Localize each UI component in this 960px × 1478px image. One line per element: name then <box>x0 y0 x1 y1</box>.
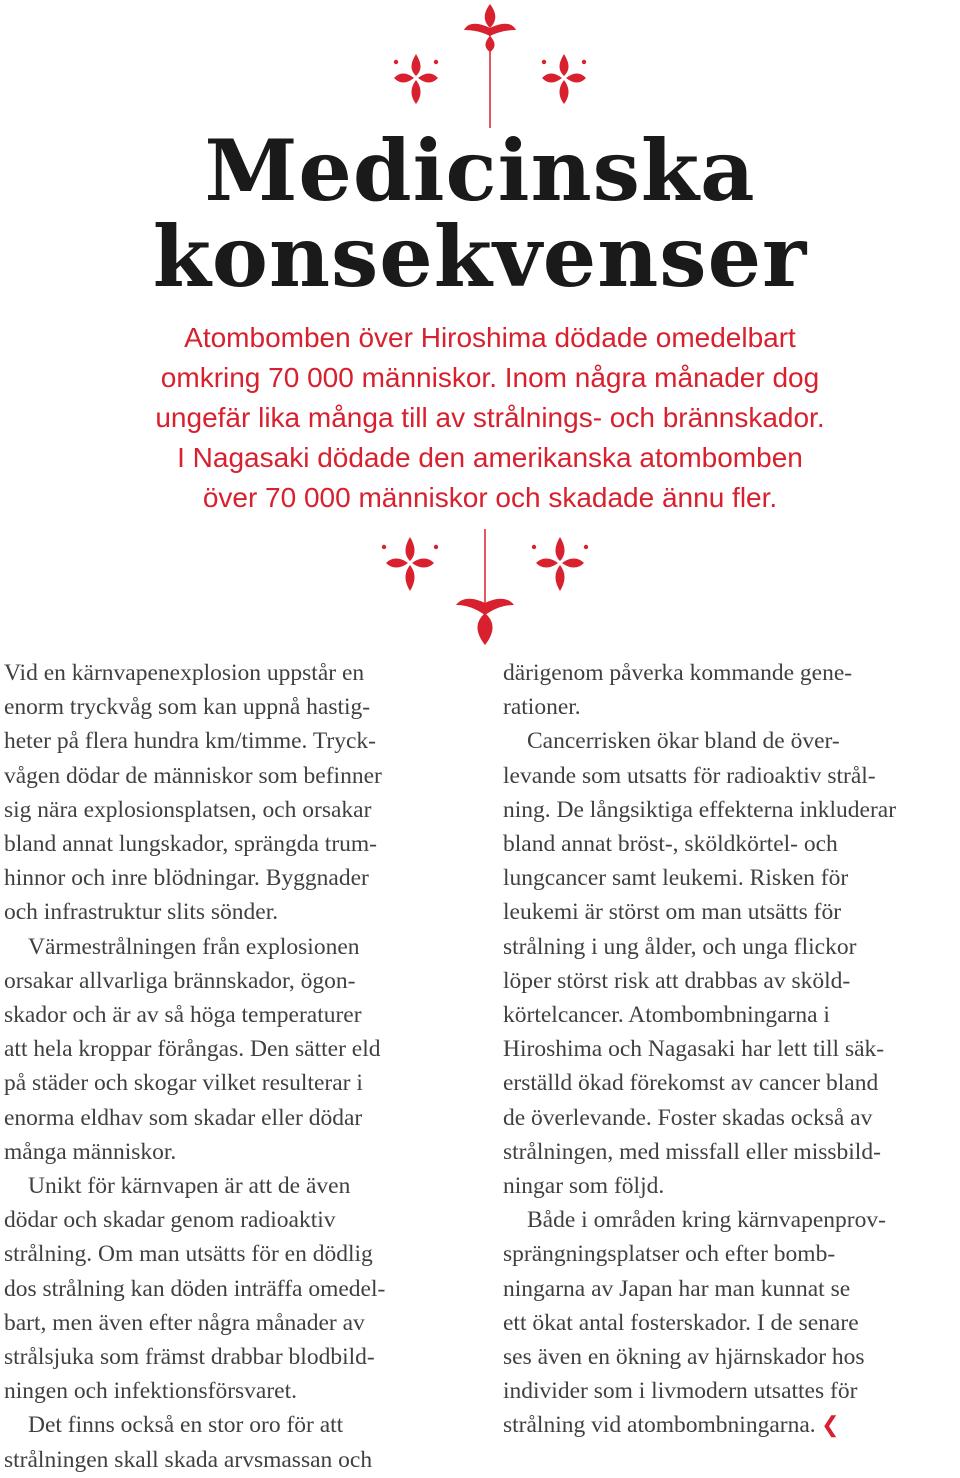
body-line-text: strålning vid atombombningarna. <box>503 1412 816 1439</box>
body-line: skador och är av så höga temperaturer <box>4 1002 362 1029</box>
body-line: ningar som följd. <box>503 1173 665 1200</box>
last-body-line <box>503 1408 958 1442</box>
body-line: och infrastruktur slits sönder. <box>4 899 279 926</box>
body-line: körtelcancer. Atombombningarna i <box>503 1002 830 1029</box>
page-title <box>0 121 960 306</box>
body-line: rationer. <box>503 694 581 721</box>
body-line: strålningen, med missfall eller missbild- <box>503 1138 881 1165</box>
body-line: enorma eldhav som skadar eller dödar <box>4 1104 363 1131</box>
title-line: konsekvenser <box>152 207 808 306</box>
body-line: Cancerrisken ökar bland de över- <box>527 728 840 755</box>
body-line: bart, men även efter några månader av <box>4 1309 365 1336</box>
body-line: på städer och skogar vilket resulterar i <box>4 1070 363 1097</box>
title-line: Medicinska <box>204 121 756 220</box>
body-line: ningen och infektionsförsvaret. <box>4 1378 298 1405</box>
body-line: ett ökat antal fosterskador. I de senare <box>503 1309 859 1336</box>
body-line: levande som utsatts för radioaktiv strål- <box>503 762 876 789</box>
body-line: att hela kroppar förångas. Den sätter eld <box>4 1036 381 1063</box>
body-line: Värmestrålningen från explosionen <box>28 933 360 960</box>
lead-line: I Nagasaki dödade den amerikanska atombomben <box>177 442 803 473</box>
body-line: hinnor och inre blödningar. Byggnader <box>4 865 369 892</box>
body-line: Vid en kärnvapenexplosion uppstår en <box>4 660 365 686</box>
body-line: därigenom påverka kommande gene- <box>503 660 853 686</box>
body-line: dödar och skadar genom radioaktiv <box>4 1207 336 1234</box>
body-line: lungcancer samt leukemi. Risken för <box>503 865 849 892</box>
body-line: strålsjuka som främst drabbar blodbild- <box>4 1344 375 1371</box>
lead-paragraph <box>110 318 870 518</box>
lead-line: över 70 000 människor och skadade ännu fler. <box>202 482 778 513</box>
lead-line: ungefär lika många till av strålnings- och brännskador. <box>155 402 825 433</box>
body-line: leukemi är störst om man utsätts för <box>503 899 842 926</box>
body-line: vågen dödar de människor som befinner <box>4 762 382 789</box>
body-line: individer som i livmodern utsattes för <box>503 1378 858 1405</box>
body-line: Det finns också en stor oro för att <box>28 1412 344 1439</box>
body-line: heter på flera hundra km/timme. Tryck- <box>4 728 376 755</box>
body-line: ning. De långsiktiga effekterna inkluderar <box>503 796 897 823</box>
body-line: ningarna av Japan har man kunnat se <box>503 1275 851 1302</box>
body-line: ses även en ökning av hjärnskador hos <box>503 1344 865 1371</box>
body-line: sig nära explosionsplatsen, och orsakar <box>4 796 372 823</box>
lead-line: omkring 70 000 människor. Inom några månader dog <box>160 362 820 393</box>
floral-ornament-icon <box>370 525 600 650</box>
body-line: Unikt för kärnvapen är att de även <box>28 1173 351 1200</box>
lead-line: Atombomben över Hiroshima dödade omedelbart <box>184 322 796 353</box>
end-mark-icon: ❮ <box>815 1412 840 1438</box>
body-line: bland annat lungskador, sprängda trum- <box>4 831 378 858</box>
body-column-right <box>503 656 958 1443</box>
body-line: löper störst risk att drabbas av sköld- <box>503 967 851 994</box>
body-line: Hiroshima och Nagasaki har lett till säk- <box>503 1036 885 1063</box>
body-column-left <box>4 656 456 1477</box>
body-line: orsakar allvarliga brännskador, ögon- <box>4 967 356 994</box>
body-line: erställd ökad förekomst av cancer bland <box>503 1070 879 1097</box>
body-line: strålning. Om man utsätts för en dödlig <box>4 1241 373 1268</box>
body-line: strålning i ung ålder, och unga flickor <box>503 933 857 960</box>
body-line: bland annat bröst-, sköldkörtel- och <box>503 831 838 858</box>
body-line: strålningen skall skada arvsmassan och <box>4 1446 373 1473</box>
body-line: sprängningsplatser och efter bomb- <box>503 1241 836 1268</box>
body-line: de överlevande. Foster skadas också av <box>503 1104 873 1131</box>
body-line: Både i områden kring kärnvapenprov- <box>527 1207 886 1234</box>
body-line: enorm tryckvåg som kan uppnå hastig- <box>4 694 371 721</box>
floral-ornament-icon <box>380 0 600 130</box>
body-line: dos strålning kan döden inträffa omedel- <box>4 1275 386 1302</box>
body-line: många människor. <box>4 1138 177 1165</box>
